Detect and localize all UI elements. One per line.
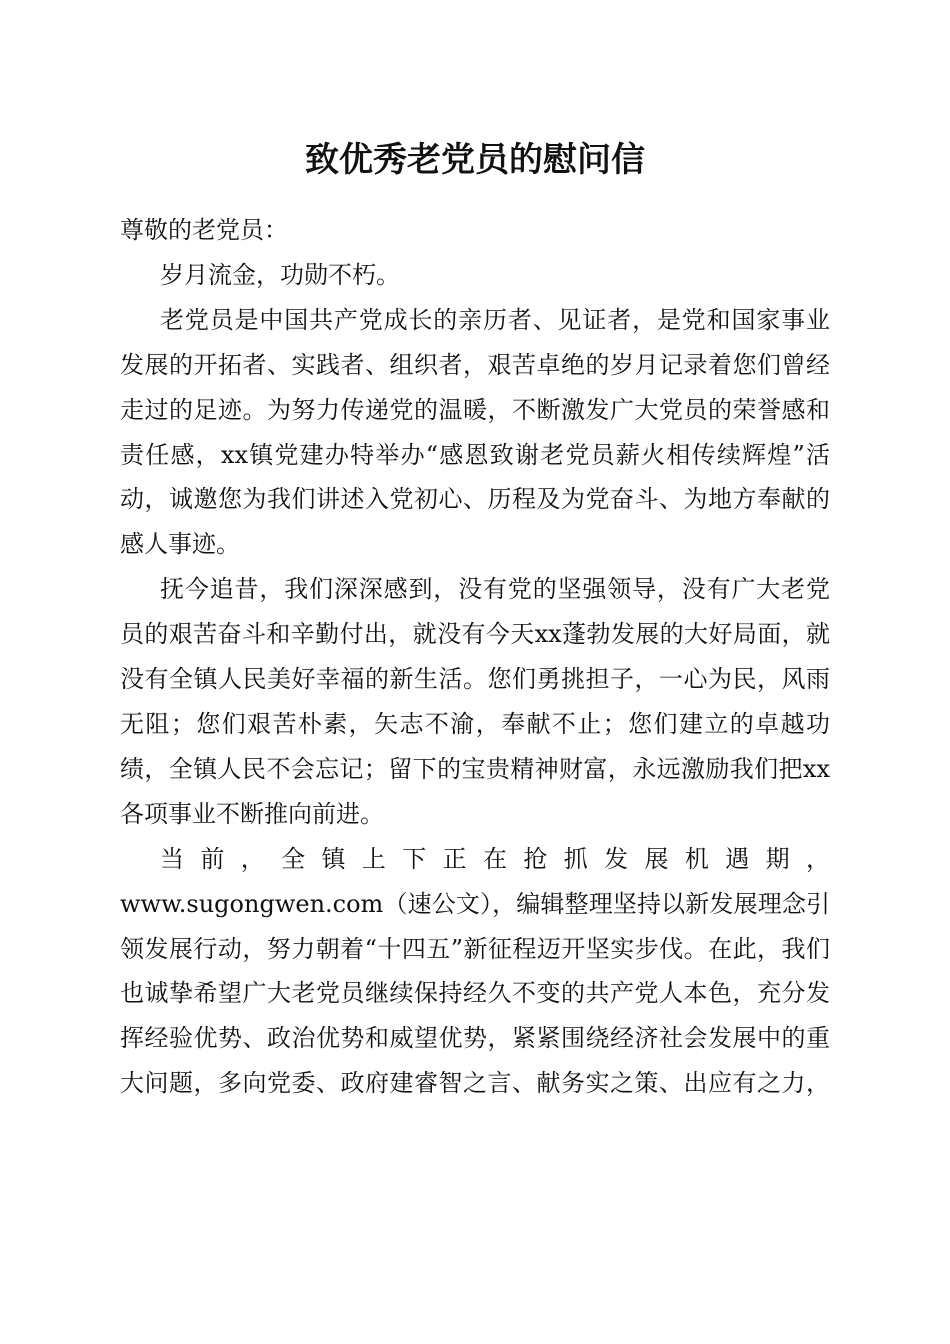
letter-body <box>120 208 830 1106</box>
paragraph-introduction: 老党员是中国共产党成长的亲历者、见证者，是党和国家事业发展的开拓者、实践者、组织者，艰苦卓绝的岁月记录着您们曾经走过的足迹。为努力传递党的温暖，不断激发广大党员的荣誉感和责任感，xx镇党建办特举办“感恩致谢老党员薪火相传续辉煌”活动，诚邀您为我们讲述入党初心、历程及为党奋斗、为地方奉献的感人事迹。 <box>120 305 830 559</box>
paragraph-hopes: 当前，全镇上下正在抢抓发展机遇期，www.sugongwen.com（速公文），编辑整理坚持以新发展理念引领发展行动，努力朝着“十四五”新征程迈开坚实步伐。在此，我们也诚挚希望广大老党员继续保持经久不变的共产党人本色，充分发挥经验优势、政治优势和威望优势，紧紧围绕经济社会发展中的重大问题，多向党委、政府建睿智之言、献务实之策、出应有之力， <box>120 844 830 1098</box>
paragraph-gratitude: 抚今追昔，我们深深感到，没有党的坚强领导，没有广大老党员的艰苦奋斗和辛勤付出，就没有今天xx蓬勃发展的大好局面，就没有全镇人民美好幸福的新生活。您们勇挑担子，一心为民，风雨无阻；您们艰苦朴素，矢志不渝，奉献不止；您们建立的卓越功绩，全镇人民不会忘记；留下的宝贵精神财富，永远激励我们把xx各项事业不断推向前进。 <box>120 575 830 828</box>
letter-title: 致优秀老党员的慰问信 <box>305 140 645 180</box>
paragraph-opening: 岁月流金，功勋不朽。 <box>160 260 400 289</box>
letter-salutation: 尊敬的老党员： <box>120 216 288 244</box>
